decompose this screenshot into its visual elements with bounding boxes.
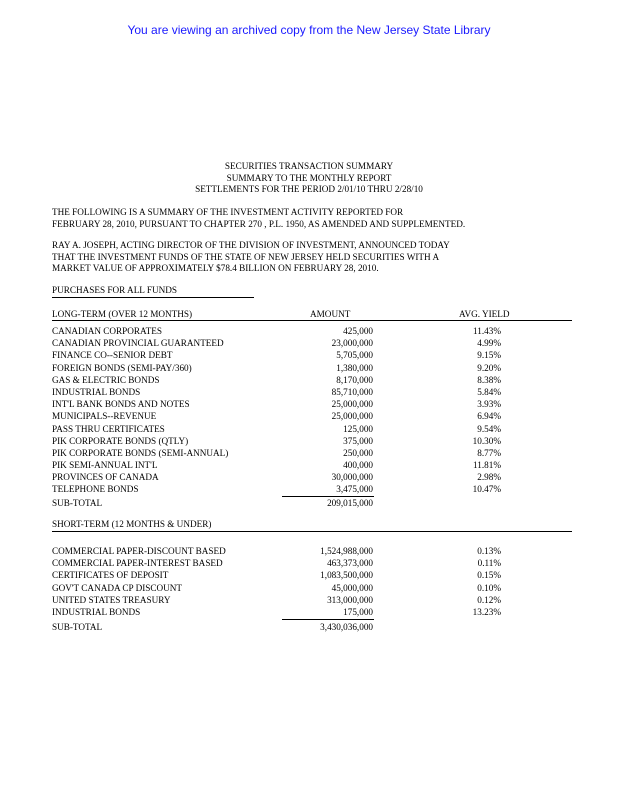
short-term-subtotal-rule	[282, 619, 374, 620]
avg-yield: 3.93%	[477, 399, 501, 410]
table-row	[52, 410, 572, 422]
security-type: PIK SEMI-ANNUAL INT'L	[52, 460, 158, 471]
amount: 5,705,000	[336, 350, 373, 361]
avg-yield: 0.13%	[477, 546, 501, 556]
amount: 3,475,000	[336, 484, 373, 495]
security-type: GAS & ELECTRIC BONDS	[52, 374, 160, 385]
avg-yield: 9.54%	[477, 423, 501, 434]
avg-yield: 0.10%	[477, 582, 501, 593]
table-row	[52, 545, 572, 557]
amount: 1,524,988,000	[320, 546, 373, 556]
security-type: CANADIAN PROVINCIAL GUARANTEED	[52, 338, 224, 349]
subtotal-amount: 209,015,000	[327, 498, 373, 508]
security-type: PROVINCES OF CANADA	[52, 472, 159, 483]
amount: 25,000,000	[331, 399, 373, 410]
security-type: MUNICIPALS--REVENUE	[52, 411, 157, 422]
title-line: SETTLEMENTS FOR THE PERIOD 2/01/10 THRU 2/28/10	[195, 184, 423, 194]
security-type: INDUSTRIAL BONDS	[52, 386, 141, 397]
table-row	[52, 447, 572, 459]
amount: 400,000	[343, 460, 373, 471]
security-type: INT'L BANK BONDS AND NOTES	[52, 399, 190, 410]
avg-yield: 10.47%	[472, 484, 501, 495]
security-type: COMMERCIAL PAPER-INTEREST BASED	[52, 558, 223, 569]
avg-yield: 6.94%	[477, 411, 501, 422]
announcement-paragraph	[52, 240, 572, 275]
avg-yield: 9.20%	[477, 362, 501, 373]
table-row	[52, 325, 572, 337]
amount-column-header: AMOUNT	[310, 309, 351, 319]
announcement-line: RAY A. JOSEPH, ACTING DIRECTOR OF THE DIVISION OF INVESTMENT, ANNOUNCED TODAY	[52, 240, 450, 250]
amount: 30,000,000	[331, 472, 373, 483]
amount: 175,000	[343, 606, 373, 617]
amount: 85,710,000	[331, 386, 373, 397]
avg-yield: 10.30%	[472, 435, 501, 446]
avg-yield: 0.15%	[477, 570, 501, 581]
security-type: UNITED STATES TREASURY	[52, 594, 171, 605]
table-row	[52, 459, 572, 471]
avg-yield: 13.23%	[472, 606, 501, 617]
security-type: CERTIFICATES OF DEPOSIT	[52, 570, 169, 581]
amount: 8,170,000	[336, 374, 373, 385]
report-title	[0, 161, 618, 196]
avg-yield: 8.77%	[477, 447, 501, 458]
intro-paragraph	[52, 207, 572, 230]
table-row	[52, 435, 572, 447]
security-type: TELEPHONE BONDS	[52, 484, 139, 495]
avg-yield: 0.11%	[477, 558, 501, 569]
table-row	[52, 582, 572, 594]
table-row	[52, 557, 572, 569]
amount: 375,000	[343, 435, 373, 446]
amount: 463,373,000	[327, 558, 373, 569]
avg-yield: 8.38%	[477, 374, 501, 385]
subtotal-label: SUB-TOTAL	[52, 498, 103, 508]
title-line: SUMMARY TO THE MONTHLY REPORT	[226, 172, 392, 183]
avg-yield: 4.99%	[477, 338, 501, 349]
avg-yield: 9.15%	[477, 350, 501, 361]
security-type: FOREIGN BONDS (SEMI-PAY/360)	[52, 362, 192, 373]
long-term-subtotal	[52, 497, 572, 509]
subtotal-label: SUB-TOTAL	[52, 622, 103, 632]
security-type: PIK CORPORATE BONDS (QTLY)	[52, 435, 189, 446]
amount: 425,000	[343, 326, 373, 336]
amount: 313,000,000	[327, 594, 373, 605]
table-row	[52, 594, 572, 606]
table-row	[52, 606, 572, 618]
amount: 23,000,000	[331, 338, 373, 349]
long-term-header-rule	[52, 320, 572, 321]
long-term-heading: LONG-TERM (OVER 12 MONTHS)	[52, 309, 193, 319]
amount: 125,000	[343, 423, 373, 434]
table-row	[52, 569, 572, 581]
yield-column-header: AVG. YIELD	[459, 309, 510, 319]
avg-yield: 2.98%	[477, 472, 501, 483]
table-row	[52, 362, 572, 374]
purchases-heading: PURCHASES FOR ALL FUNDS	[52, 285, 177, 295]
table-row	[52, 483, 572, 495]
security-type: COMMERCIAL PAPER-DISCOUNT BASED	[52, 546, 226, 556]
announcement-line: THAT THE INVESTMENT FUNDS OF THE STATE OF NEW JERSEY HELD SECURITIES WITH A	[52, 251, 440, 262]
archive-banner: You are viewing an archived copy from the New Jersey State Library	[127, 23, 491, 37]
title-line: SECURITIES TRANSACTION SUMMARY	[224, 161, 394, 171]
subtotal-amount: 3,430,036,000	[320, 622, 373, 632]
security-type: FINANCE CO--SENIOR DEBT	[52, 350, 173, 361]
amount: 1,083,500,000	[320, 570, 373, 581]
security-type: INDUSTRIAL BONDS	[52, 606, 141, 617]
amount: 250,000	[343, 447, 373, 458]
short-term-heading: SHORT-TERM (12 MONTHS & UNDER)	[52, 519, 212, 529]
avg-yield: 5.84%	[477, 386, 501, 397]
table-row	[52, 471, 572, 483]
avg-yield: 11.81%	[473, 460, 501, 471]
security-type: PASS THRU CERTIFICATES	[52, 423, 165, 434]
announcement-line: MARKET VALUE OF APPROXIMATELY $78.4 BILLION ON FEBRUARY 28, 2010.	[52, 263, 379, 273]
avg-yield: 0.12%	[477, 594, 501, 605]
short-term-subtotal	[52, 621, 572, 633]
long-term-table	[52, 325, 572, 496]
table-row	[52, 386, 572, 398]
table-row	[52, 349, 572, 361]
amount: 45,000,000	[331, 582, 373, 593]
amount: 1,380,000	[336, 362, 373, 373]
intro-line: FEBRUARY 28, 2010, PURSUANT TO CHAPTER 270 , P.L. 1950, AS AMENDED AND SUPPLEMENTED.	[52, 218, 466, 229]
purchases-underline	[52, 297, 254, 298]
intro-line: THE FOLLOWING IS A SUMMARY OF THE INVESTMENT ACTIVITY REPORTED FOR	[52, 207, 404, 217]
table-row	[52, 337, 572, 349]
table-row	[52, 398, 572, 410]
security-type: CANADIAN CORPORATES	[52, 326, 163, 336]
security-type: PIK CORPORATE BONDS (SEMI-ANNUAL)	[52, 447, 229, 458]
security-type: GOV'T CANADA CP DISCOUNT	[52, 582, 183, 593]
short-term-table	[52, 545, 572, 618]
avg-yield: 11.43%	[473, 326, 501, 336]
amount: 25,000,000	[331, 411, 373, 422]
short-term-header-rule	[52, 531, 572, 532]
table-row	[52, 423, 572, 435]
table-row	[52, 374, 572, 386]
